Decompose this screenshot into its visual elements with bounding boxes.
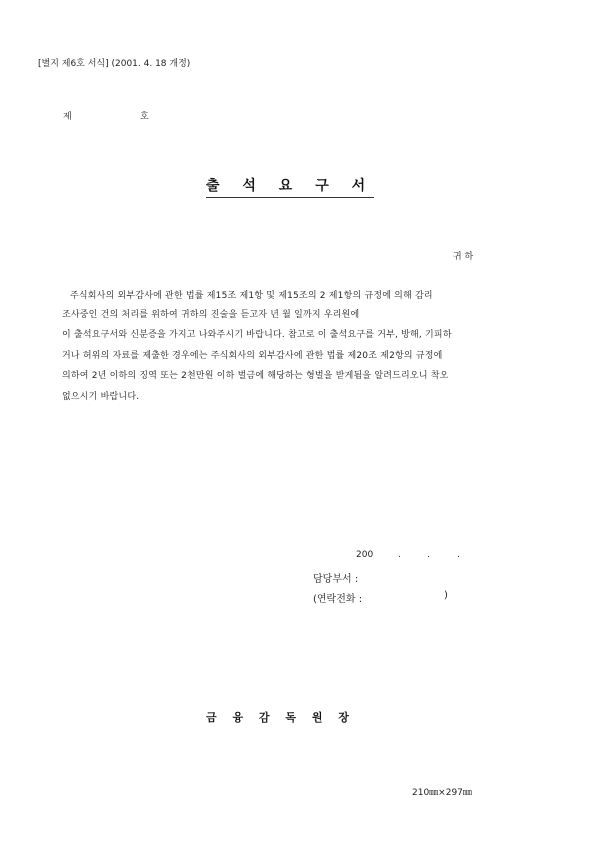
body-line-5: 의하여 2년 이하의 징역 또는 2천만원 이하 벌금에 해당하는 형벌을 받게됨을 알려드리오니 착오 [62, 371, 449, 381]
recipient-label: 귀 하 [453, 252, 474, 262]
body-line-4: 거나 허위의 자료를 제출한 경우에는 주식회사의 외부감사에 관한 법률 제20조 제2항의 규정에 [62, 351, 443, 361]
body-line-3: 이 출석요구서와 신분증을 가지고 나와주시기 바랍니다. 참고로 이 출석요구를 거부, 방해, 기피하 [62, 330, 452, 340]
doc-number-prefix: 제 [63, 112, 72, 122]
doc-number-suffix: 호 [140, 112, 149, 122]
title-text: 출 석 요 구 서 [206, 175, 374, 198]
form-label: [별지 제6호 서식] (2001. 4. 18 개정) [38, 59, 191, 69]
body-line-6: 없으시기 바랍니다. [62, 392, 140, 402]
document-title [206, 175, 374, 195]
phone-close-paren: ) [444, 590, 448, 601]
date-year: 200 [356, 550, 374, 560]
paper-size-label: 210㎜×297㎜ [412, 788, 472, 798]
date-month-dot: . [398, 550, 401, 560]
body-line-2: 조사중인 건의 처리를 위하여 귀하의 진술을 듣고자 년 월 일까지 우리원에 [62, 310, 360, 320]
department-label: 담당부서 : [313, 574, 359, 585]
issuer-signature: 금 융 감 독 원 장 [206, 711, 355, 724]
body-line-1: 주식회사의 외부감사에 관한 법률 제15조 제1항 및 제15조의 2 제1항의 규정에 의해 감리 [70, 291, 433, 301]
date-end-dot: . [457, 550, 460, 560]
phone-label: (연락전화 : [313, 594, 363, 605]
date-day-dot: . [427, 550, 430, 560]
